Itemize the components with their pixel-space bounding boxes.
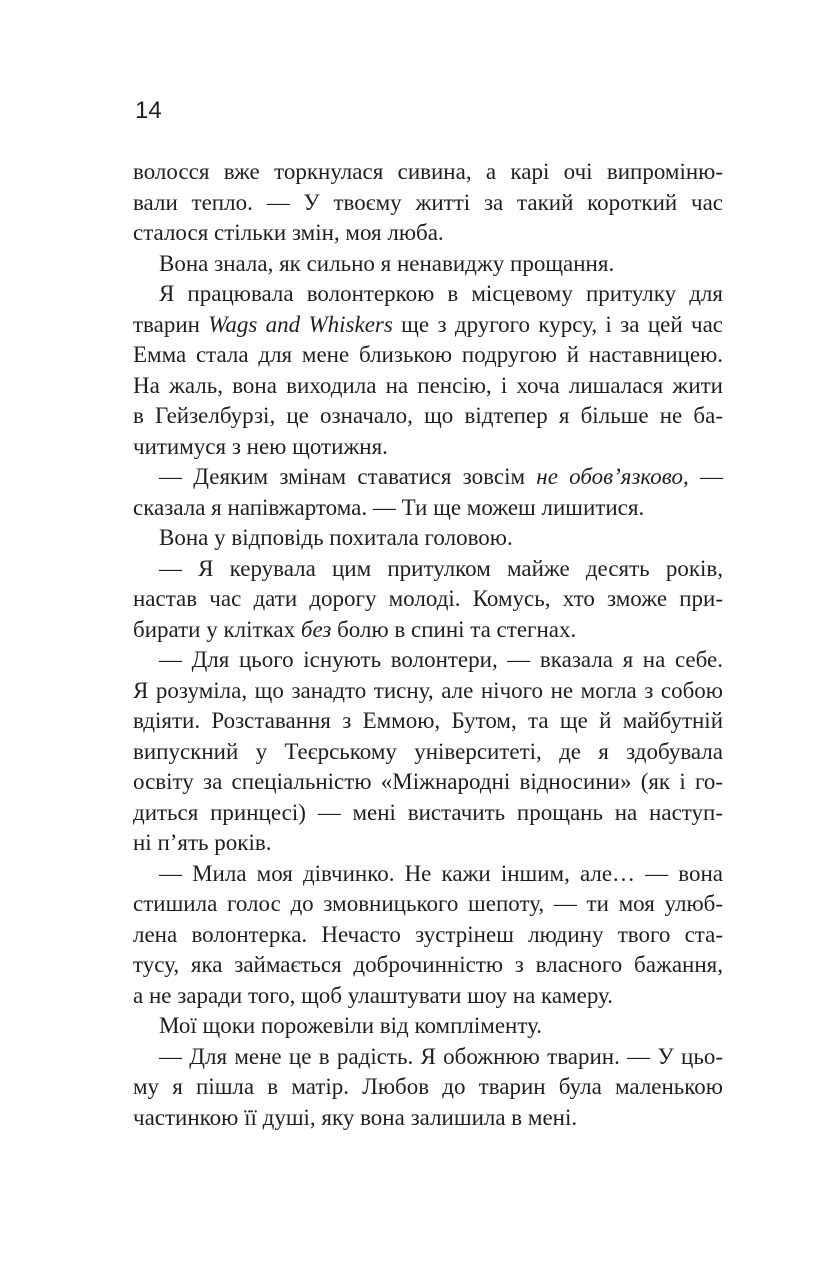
text-segment: в Гейзелбурзі, це означало, що відтепер я більше не ба- <box>133 403 723 428</box>
text-line <box>133 1011 723 1042</box>
paragraph <box>133 859 723 1012</box>
text-segment: читимуся з нею щотижня. <box>133 433 388 459</box>
text-line <box>133 523 723 554</box>
text-segment: На жаль, вона виходила на пенсію, і хоча лишалася жити <box>133 372 723 398</box>
text-segment: частинкою її душі, яку вона залишила в мені. <box>133 1104 578 1130</box>
text-segment: Емма стала для мене близькою подругою й наставницею. <box>133 342 723 367</box>
text-segment: настав час дати дорогу молоді. Комусь, хто зможе при- <box>133 586 723 611</box>
text-line <box>133 920 723 951</box>
paragraph <box>133 523 723 554</box>
italic-text: Wags and Whiskers <box>208 311 393 337</box>
text-segment: сталося стільки змін, моя люба. <box>133 220 444 245</box>
text-segment: тусу, яка займається доброчинністю з власного бажання, <box>133 952 723 977</box>
text-segment: вали тепло. — У твоєму житті за такий короткий час <box>133 189 723 215</box>
text-line <box>133 462 723 493</box>
text-segment: — Мила моя дівчинко. Не кажи іншим, але… — вона <box>159 860 723 886</box>
text-segment: Вона знала, як сильно я ненавиджу прощання. <box>159 250 615 276</box>
text-segment: ні п’ять років. <box>133 830 272 855</box>
text-segment: стишила голос до змовницького шепоту, — ти моя улюб- <box>133 891 723 916</box>
text-line <box>133 340 723 371</box>
text-segment: диться принцесі) — мені вистачить прощань на наступ- <box>133 799 723 825</box>
text-line <box>133 828 723 859</box>
text-line <box>133 493 723 524</box>
text-segment: а не заради того, щоб улаштувати шоу на камеру. <box>133 982 613 1008</box>
text-line <box>133 157 723 188</box>
text-segment: Я розуміла, що занадто тисну, але нічого не могла з собою <box>133 677 723 703</box>
paragraph <box>133 1011 723 1042</box>
text-line <box>133 767 723 798</box>
paragraph <box>133 554 723 646</box>
paragraph <box>133 279 723 462</box>
text-line <box>133 981 723 1012</box>
text-line <box>133 859 723 890</box>
text-line <box>133 950 723 981</box>
text-line <box>133 249 723 280</box>
text-segment: — Для мене це в радість. Я обожнюю тварин. — У цьо- <box>159 1043 723 1069</box>
paragraph <box>133 1042 723 1134</box>
text-segment: му я пішла в матір. Любов до тварин була маленькою <box>133 1074 723 1099</box>
italic-text: без <box>300 616 332 642</box>
paragraph <box>133 462 723 523</box>
text-segment: Мої щоки порожевіли від компліменту. <box>159 1013 543 1038</box>
text-line <box>133 676 723 707</box>
text-segment: — <box>688 464 723 489</box>
text-line <box>133 310 723 341</box>
text-line <box>133 279 723 310</box>
italic-text: не обов’язково, <box>536 464 689 489</box>
text-segment: бирати у клітках <box>133 616 301 642</box>
page-number: 14 <box>135 97 162 124</box>
text-segment: — Я керувала цим притулком майже десять років, <box>159 555 723 581</box>
text-segment: лена волонтерка. Нечасто зустрінеш людину твого ста- <box>133 921 723 947</box>
text-line <box>133 798 723 829</box>
text-segment: ще з другого курсу, і за цей час <box>392 311 723 337</box>
text-line <box>133 1103 723 1134</box>
text-line <box>133 584 723 615</box>
paragraph <box>133 249 723 280</box>
text-segment: волосся вже торкнулася сивина, а карі очі випроміню- <box>133 159 723 184</box>
text-line <box>133 188 723 219</box>
body-text <box>133 157 723 1133</box>
text-segment: — Деяким змінам ставатися зовсім <box>159 464 537 489</box>
text-line <box>133 371 723 402</box>
paragraph <box>133 157 723 249</box>
text-segment: освіту за спеціальністю «Міжнародні відносини» (як і го- <box>133 769 723 794</box>
text-line <box>133 554 723 585</box>
text-line <box>133 432 723 463</box>
text-line <box>133 737 723 768</box>
text-line <box>133 615 723 646</box>
text-line <box>133 218 723 249</box>
text-line <box>133 1042 723 1073</box>
text-line <box>133 1072 723 1103</box>
text-segment: сказала я напівжартома. — Ти ще можеш лишитися. <box>133 494 645 520</box>
text-segment: — Для цього існують волонтери, — вказала я на себе. <box>159 647 723 672</box>
text-line <box>133 645 723 676</box>
text-segment: випускний у Теєрському університеті, де я здобувала <box>133 738 723 764</box>
text-line <box>133 889 723 920</box>
text-line <box>133 706 723 737</box>
text-segment: тварин <box>133 311 209 337</box>
paragraph <box>133 645 723 859</box>
text-segment: вдіяти. Розставання з Еммою, Бутом, та ще й майбутній <box>133 708 723 733</box>
text-segment: Я працювала волонтеркою в місцевому притулку для <box>159 281 723 306</box>
text-segment: Вона у відповідь похитала головою. <box>159 525 513 550</box>
text-line <box>133 401 723 432</box>
text-segment: болю в спині та стегнах. <box>331 616 577 642</box>
